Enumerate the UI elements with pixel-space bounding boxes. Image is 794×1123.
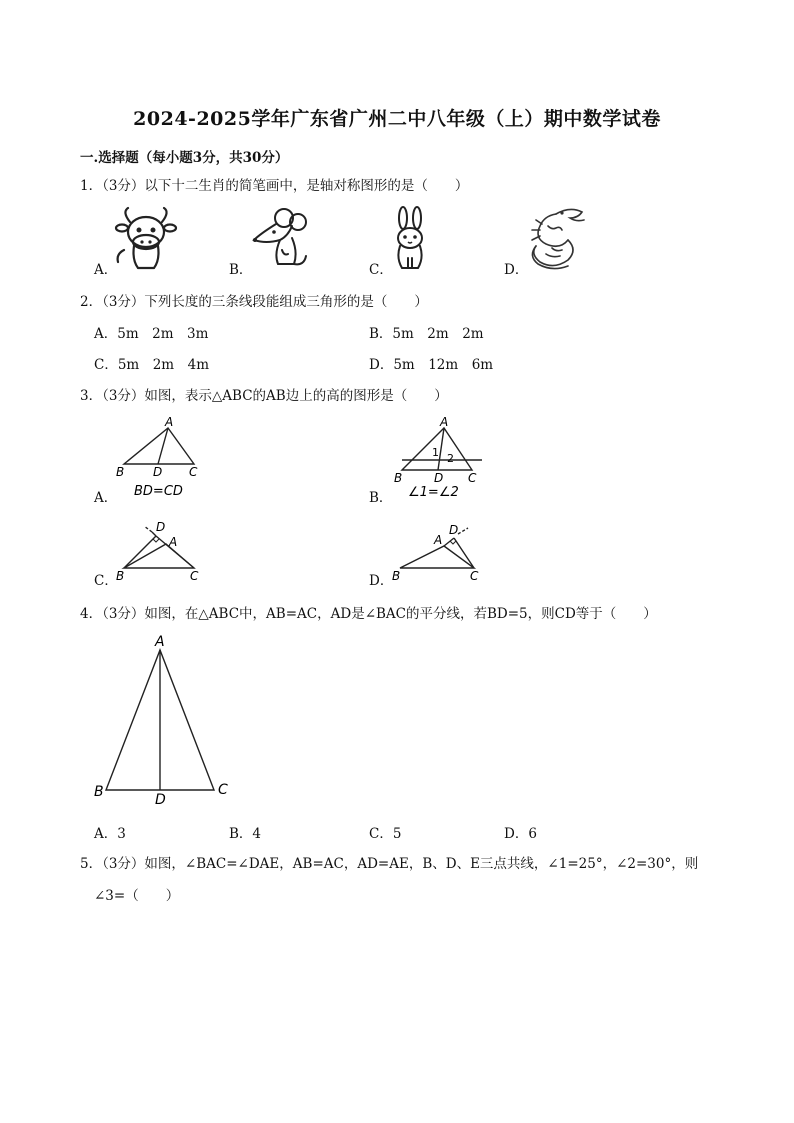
caption-bd-cd: BD=CD: [134, 484, 183, 499]
q4-option-c[interactable]: C．5: [369, 826, 402, 842]
q1-option-c[interactable]: C．: [369, 262, 393, 278]
rabbit-drawing: [390, 206, 430, 276]
dragon-drawing: [522, 204, 592, 278]
q1-option-d[interactable]: D．: [504, 262, 529, 278]
q2-option-a[interactable]: A．5m 2m 3m: [94, 326, 209, 342]
q3-option-b[interactable]: B．: [369, 490, 393, 506]
label-A: A: [155, 634, 165, 650]
label-A: A: [434, 533, 443, 547]
q3-figure-a: [112, 412, 212, 506]
q4-stem: 4．（3分）如图，在△ABC中，AB=AC，AD是∠BAC的平分线，若BD=5，则CD等于（ ）: [80, 606, 657, 622]
q2-stem: 2．（3分）下列长度的三条线段能组成三角形的是（ ）: [80, 294, 428, 310]
label-D: D: [449, 523, 459, 537]
angle-2-label: 2: [447, 452, 454, 465]
label-B: B: [116, 569, 125, 583]
q5-stem-line2: ∠3=（ ）: [94, 888, 180, 904]
q2-option-c[interactable]: C．5m 2m 4m: [94, 357, 210, 373]
q4-option-d[interactable]: D．6: [504, 826, 537, 842]
q2-option-d[interactable]: D．5m 12m 6m: [369, 357, 494, 373]
label-C: C: [189, 465, 198, 479]
q3-figure-c: [112, 518, 212, 590]
label-B: B: [94, 784, 104, 800]
label-D: D: [155, 792, 166, 808]
q4-figure: [88, 632, 248, 816]
q3-figure-b: [388, 412, 488, 506]
page-title: 2024-2025学年广东省广州二中八年级（上）期中数学试卷: [133, 108, 661, 130]
label-B: B: [116, 465, 125, 479]
label-A: A: [440, 415, 449, 429]
rat-drawing: [250, 206, 310, 276]
q3-option-d[interactable]: D．: [369, 573, 394, 589]
label-D: D: [156, 520, 166, 534]
label-A: A: [169, 535, 178, 549]
label-D: D: [434, 471, 444, 485]
q5-stem-line1: 5．（3分）如图，∠BAC=∠DAE，AB=AC，AD=AE，B、D、E三点共线，∠1=25°，∠2=30°，则: [80, 856, 699, 872]
label-C: C: [470, 569, 479, 583]
angle-1-label: 1: [432, 446, 439, 459]
ox-drawing: [112, 206, 182, 276]
label-B: B: [394, 471, 403, 485]
label-A: A: [165, 415, 174, 429]
q1-stem: 1．（3分）以下十二生肖的简笔画中，是轴对称图形的是（ ）: [80, 178, 469, 194]
q2-option-b[interactable]: B．5m 2m 2m: [369, 326, 484, 342]
label-C: C: [190, 569, 199, 583]
section-heading: 一.选择题（每小题3分，共30分）: [80, 150, 289, 166]
label-C: C: [218, 782, 228, 798]
label-D: D: [153, 465, 163, 479]
q3-figure-d: [388, 518, 488, 590]
label-B: B: [392, 569, 401, 583]
caption-angle-equal: ∠1=∠2: [408, 485, 459, 500]
q4-option-a[interactable]: A．3: [94, 826, 126, 842]
q3-option-c[interactable]: C．: [94, 573, 118, 589]
label-C: C: [468, 471, 477, 485]
q4-option-b[interactable]: B．4: [229, 826, 262, 842]
q3-option-a[interactable]: A．: [94, 490, 118, 506]
q3-stem: 3．（3分）如图，表示△ABC的AB边上的高的图形是（ ）: [80, 388, 448, 404]
q1-option-a[interactable]: A．: [94, 262, 118, 278]
q1-option-b[interactable]: B．: [229, 262, 253, 278]
